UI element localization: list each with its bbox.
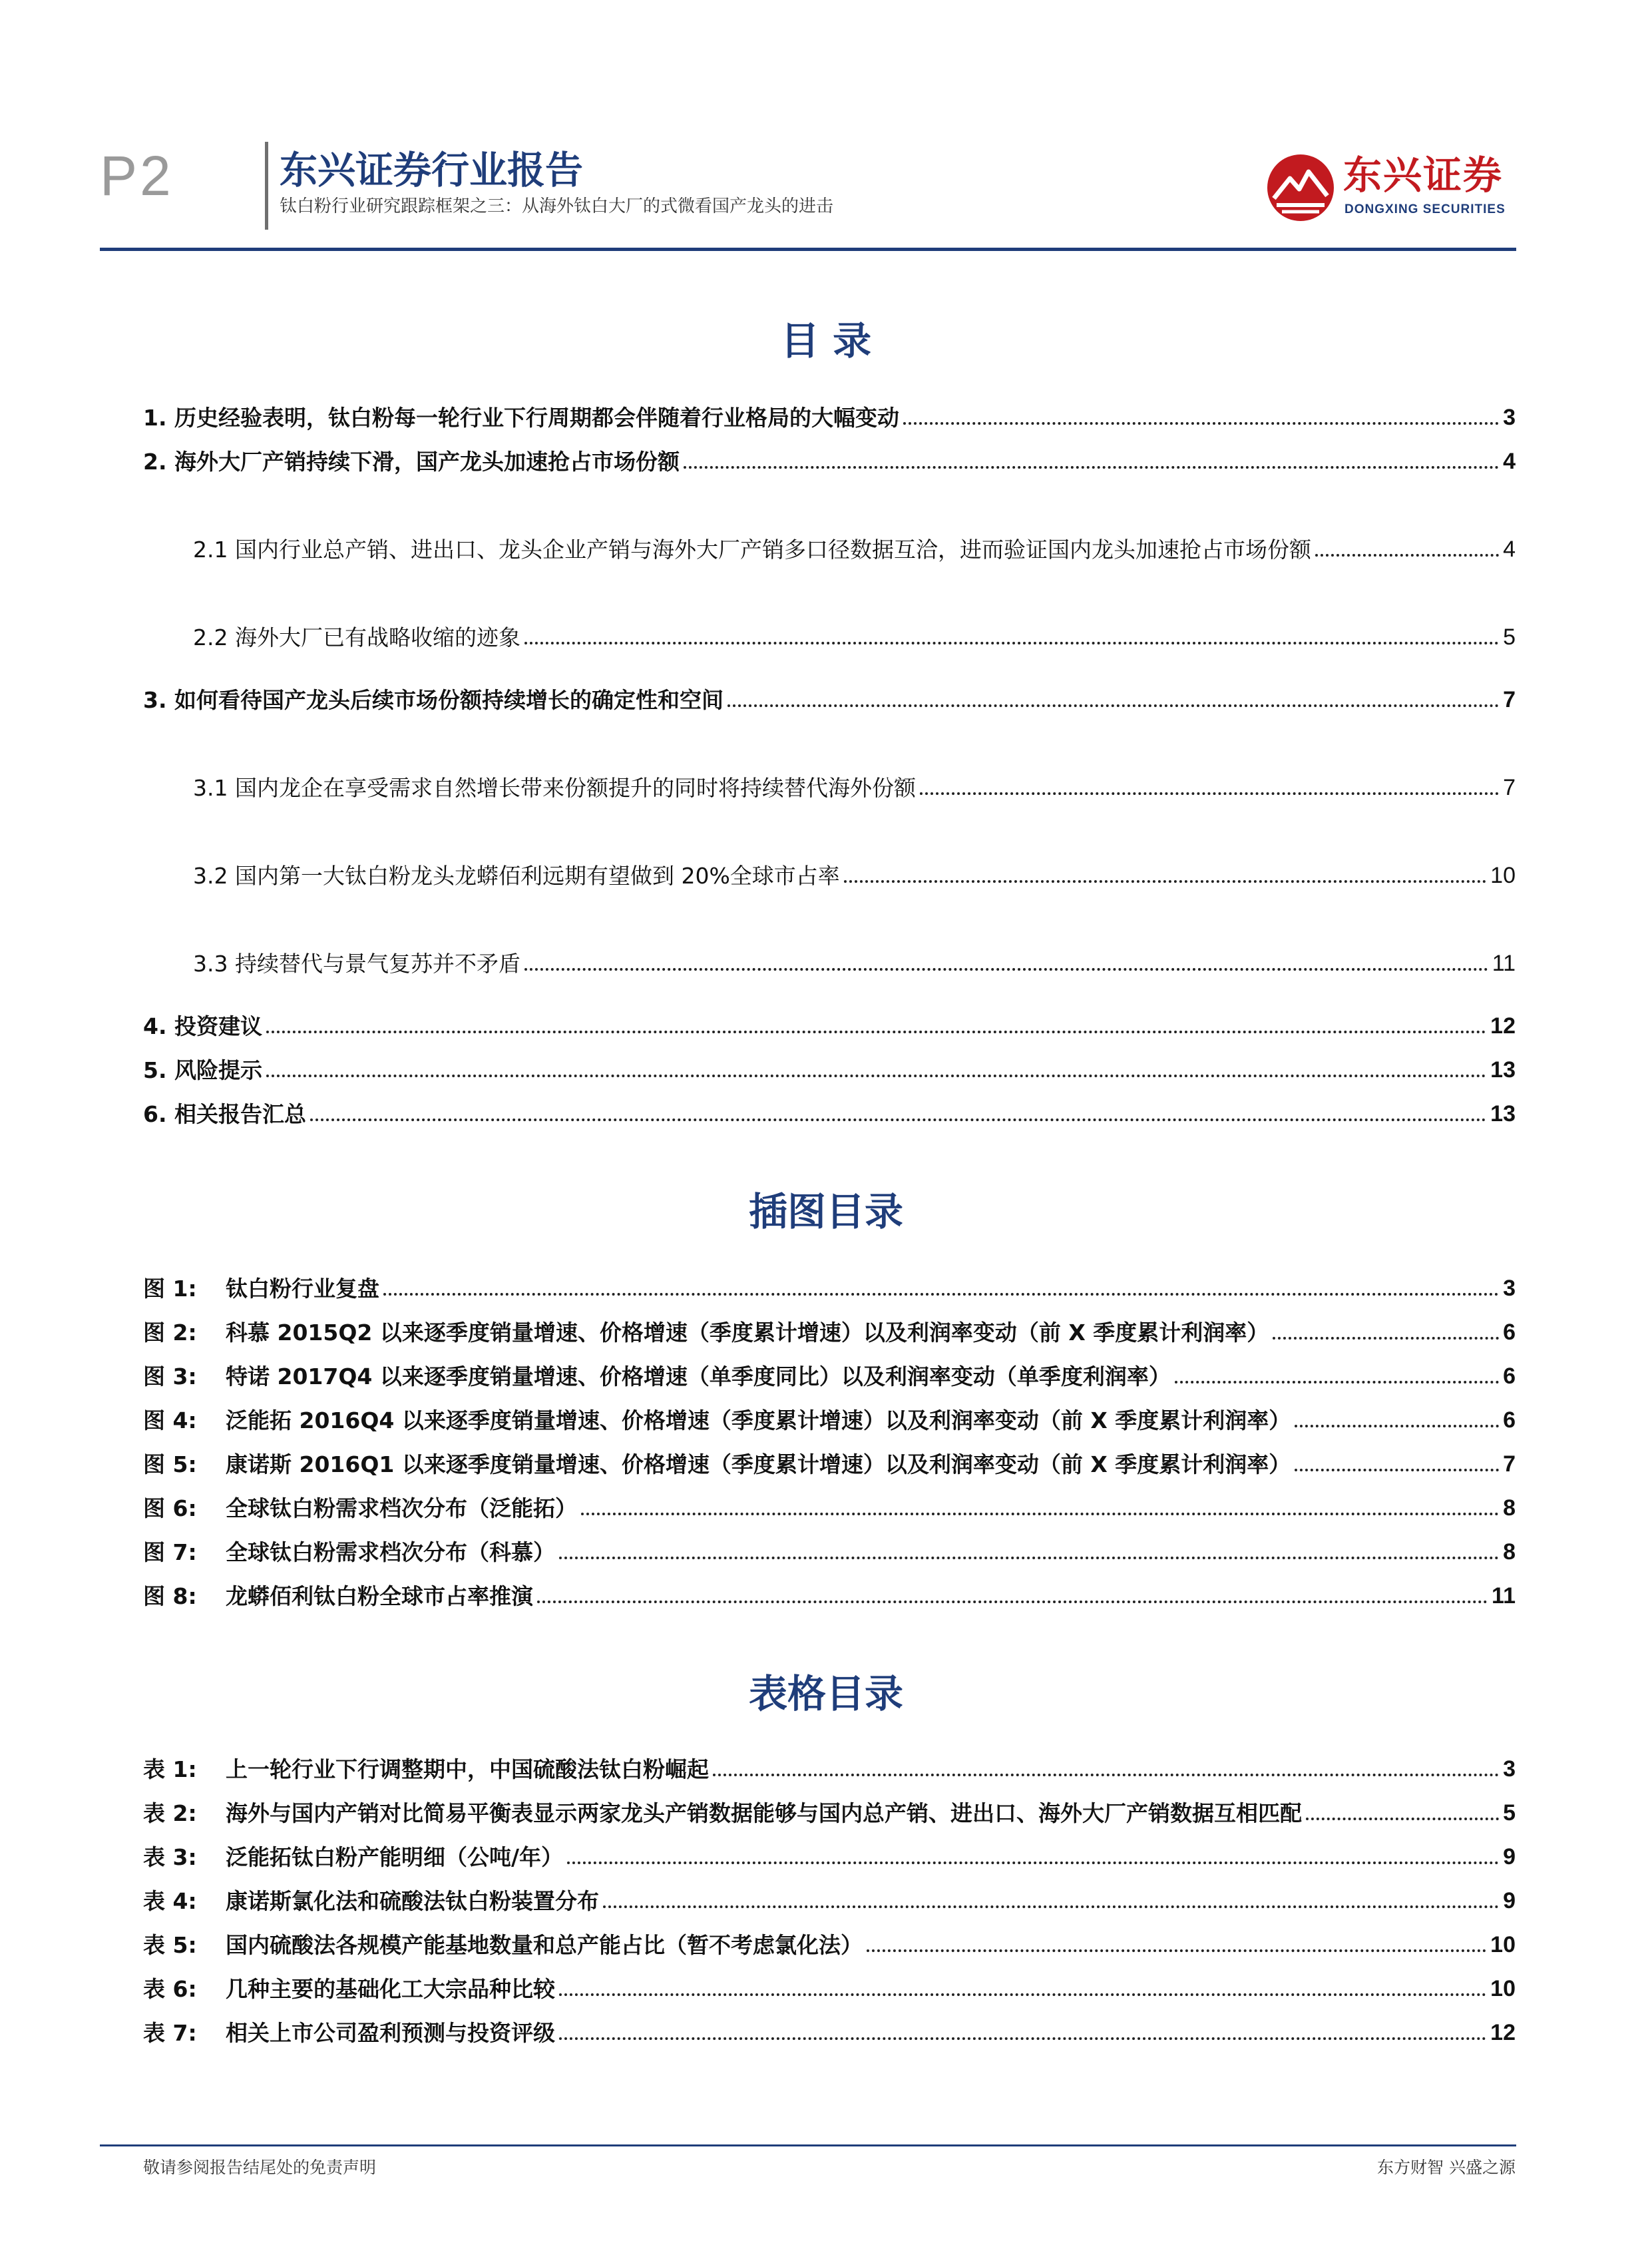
table-label: 表 1:: [143, 1756, 197, 1783]
figure-entry-page: 11: [1492, 1583, 1516, 1609]
toc-entry-text: 5. 风险提示: [143, 1057, 262, 1084]
dot-leader: [727, 704, 1499, 707]
figure-entry[interactable]: [143, 1527, 1516, 1566]
table-entry-page: 10: [1490, 1976, 1516, 2002]
toc-entry-text: 3. 如何看待国产龙头后续市场份额持续增长的确定性和空间: [143, 687, 723, 714]
table-label: 表 3:: [143, 1844, 197, 1871]
toc-entry-text: 4. 投资建议: [143, 1013, 262, 1040]
dot-leader: [524, 642, 1499, 644]
table-label: 表 5:: [143, 1932, 197, 1959]
toc-entry-text: 3.1 国内龙企在享受需求自然增长带来份额提升的同时将持续替代海外份额: [193, 775, 916, 802]
table-entry[interactable]: [143, 1744, 1516, 1783]
toc-entry-page: 4: [1503, 449, 1516, 475]
dot-leader: [581, 1513, 1499, 1515]
figure-label: 图 2:: [143, 1320, 197, 1346]
toc-entry-text: 2.2 海外大厂已有战略收缩的迹象: [193, 624, 520, 651]
figure-entry-page: 3: [1503, 1276, 1516, 1302]
logo-mark-icon: [1265, 152, 1337, 224]
toc-entry-text: 6. 相关报告汇总: [143, 1101, 306, 1128]
figure-list-title: 插图目录: [748, 1189, 903, 1234]
dot-leader: [266, 1031, 1486, 1033]
figure-label: 图 1:: [143, 1276, 197, 1302]
report-title: 东兴证券行业报告: [280, 148, 583, 192]
report-subtitle: 钛白粉行业研究跟踪框架之三：从海外钛白大厂的式微看国产龙头的进击: [280, 196, 834, 216]
figure-entry[interactable]: [143, 1395, 1516, 1434]
toc-entry-text: 2. 海外大厂产销持续下滑，国产龙头加速抢占市场份额: [143, 449, 680, 475]
figure-entry-page: 8: [1503, 1495, 1516, 1521]
dot-leader: [537, 1601, 1488, 1603]
toc-entry-page: 5: [1503, 624, 1516, 650]
table-entry-text: 国内硫酸法各规模产能基地数量和总产能占比（暂不考虑氯化法）: [226, 1932, 863, 1959]
table-entry[interactable]: [143, 2008, 1516, 2047]
table-entry-text: 相关上市公司盈利预测与投资评级: [226, 2020, 555, 2047]
figure-entry-page: 6: [1503, 1407, 1516, 1433]
dot-leader: [1306, 1818, 1499, 1820]
toc-entry[interactable]: [143, 1089, 1516, 1128]
toc-entry-page: 13: [1490, 1101, 1516, 1127]
toc-entry-page: 7: [1503, 775, 1516, 801]
toc-entry[interactable]: [143, 393, 1516, 431]
table-entry-page: 12: [1490, 2020, 1516, 2046]
table-label: 表 7:: [143, 2020, 197, 2047]
toc-entry[interactable]: [143, 437, 1516, 475]
table-entry-page: 3: [1503, 1756, 1516, 1782]
table-entry[interactable]: [143, 1876, 1516, 1915]
dot-leader: [844, 880, 1486, 883]
page-number: P2: [100, 144, 174, 207]
figure-label: 图 8:: [143, 1583, 197, 1610]
dot-leader: [567, 1862, 1499, 1864]
dot-leader: [266, 1075, 1486, 1077]
dot-leader: [559, 1993, 1486, 1996]
figure-entry[interactable]: [143, 1308, 1516, 1346]
logo-text-en: DONGXING SECURITIES: [1344, 202, 1506, 216]
toc-subentry[interactable]: [193, 939, 1516, 977]
table-entry-text: 几种主要的基础化工大宗品种比较: [226, 1976, 555, 2003]
figure-entry-page: 7: [1503, 1451, 1516, 1477]
company-logo: [1265, 152, 1524, 225]
toc-entry-page: 12: [1490, 1013, 1516, 1039]
table-entry[interactable]: [143, 1832, 1516, 1871]
table-entry[interactable]: [143, 1920, 1516, 1959]
table-entry-text: 泛能拓钛白粉产能明细（公吨/年）: [226, 1844, 564, 1871]
figure-entry-text: 全球钛白粉需求档次分布（科慕）: [226, 1539, 555, 1566]
figure-entry[interactable]: [143, 1264, 1516, 1302]
table-list-title: 表格目录: [748, 1671, 903, 1716]
toc-subentry[interactable]: [193, 763, 1516, 802]
figure-entry-page: 6: [1503, 1364, 1516, 1389]
footer-rule: [100, 2144, 1516, 2146]
figure-entry-page: 6: [1503, 1320, 1516, 1346]
toc-entry-text: 3.2 国内第一大钛白粉龙头龙蟒佰利远期有望做到 20%全球市占率: [193, 863, 840, 889]
table-label: 表 6:: [143, 1976, 197, 2003]
table-label: 表 4:: [143, 1888, 197, 1915]
toc-entry-text: 2.1 国内行业总产销、进出口、龙头企业产销与海外大厂产销多口径数据互洽，进而验证国内龙头加速抢占市场份额: [193, 537, 1311, 563]
figure-entry-page: 8: [1503, 1539, 1516, 1565]
toc-entry-page: 10: [1490, 863, 1516, 889]
toc-entry-text: 1. 历史经验表明，钛白粉每一轮行业下行周期都会伴随着行业格局的大幅变动: [143, 405, 899, 431]
toc-entry-page: 13: [1490, 1057, 1516, 1083]
figure-entry-text: 科慕 2015Q2 以来逐季度销量增速、价格增速（季度累计增速）以及利润率变动（前 X 季度累计利润率）: [226, 1320, 1269, 1346]
table-entry-page: 9: [1503, 1888, 1516, 1914]
table-entry-page: 5: [1503, 1800, 1516, 1826]
table-label: 表 2:: [143, 1800, 197, 1827]
dot-leader: [559, 1557, 1499, 1559]
footer-slogan: 东方财智 兴盛之源: [1377, 2158, 1516, 2177]
table-entry-text: 上一轮行业下行调整期中，中国硫酸法钛白粉崛起: [226, 1756, 709, 1783]
dot-leader: [310, 1119, 1486, 1121]
figure-label: 图 7:: [143, 1539, 197, 1566]
figure-label: 图 6:: [143, 1495, 197, 1522]
figure-entry-text: 龙蟒佰利钛白粉全球市占率推演: [226, 1583, 533, 1610]
toc-entry[interactable]: [143, 1001, 1516, 1040]
table-entry[interactable]: [143, 1788, 1516, 1827]
dot-leader: [920, 792, 1499, 795]
dot-leader: [713, 1774, 1499, 1776]
figure-label: 图 5:: [143, 1451, 197, 1478]
dot-leader: [684, 466, 1499, 469]
toc-entry[interactable]: [143, 675, 1516, 714]
figure-entry[interactable]: [143, 1439, 1516, 1478]
figure-label: 图 4:: [143, 1407, 197, 1434]
logo-text-cn: 东兴证券: [1343, 152, 1504, 198]
footer-disclaimer: 敬请参阅报告结尾处的免责声明: [143, 2158, 377, 2177]
toc-entry-page: 4: [1503, 537, 1516, 563]
toc-subentry[interactable]: [193, 851, 1516, 889]
dot-leader: [383, 1293, 1499, 1296]
toc-subentry[interactable]: [193, 525, 1516, 563]
header-divider: [265, 142, 268, 230]
figure-entry-text: 全球钛白粉需求档次分布（泛能拓）: [226, 1495, 577, 1522]
dot-leader: [559, 2037, 1486, 2040]
table-entry-page: 9: [1503, 1844, 1516, 1870]
figure-entry-text: 特诺 2017Q4 以来逐季度销量增速、价格增速（单季度同比）以及利润率变动（单季度利润率）: [226, 1364, 1171, 1390]
toc-entry-page: 7: [1503, 687, 1516, 713]
toc-entry-page: 3: [1503, 405, 1516, 431]
dot-leader: [1315, 554, 1499, 557]
figure-entry[interactable]: [143, 1352, 1516, 1390]
toc-subentry[interactable]: [193, 613, 1516, 651]
table-entry-text: 康诺斯氯化法和硫酸法钛白粉装置分布: [226, 1888, 599, 1915]
dot-leader: [603, 1905, 1499, 1908]
figure-label: 图 3:: [143, 1364, 197, 1390]
dot-leader: [524, 968, 1488, 971]
figure-entry-text: 康诺斯 2016Q1 以来逐季度销量增速、价格增速（季度累计增速）以及利润率变动（前 X 季度累计利润率）: [226, 1451, 1291, 1478]
dot-leader: [1273, 1337, 1499, 1340]
figure-entry[interactable]: [143, 1571, 1516, 1610]
dot-leader: [903, 422, 1499, 425]
figure-entry[interactable]: [143, 1483, 1516, 1522]
table-entry-page: 10: [1490, 1932, 1516, 1958]
dot-leader: [867, 1949, 1486, 1952]
toc-entry[interactable]: [143, 1045, 1516, 1084]
toc-entry-text: 3.3 持续替代与景气复苏并不矛盾: [193, 951, 520, 977]
toc-entry-page: 11: [1492, 951, 1516, 977]
figure-entry-text: 钛白粉行业复盘: [226, 1276, 379, 1302]
toc-title: 目 录: [780, 318, 872, 364]
dot-leader: [1175, 1381, 1499, 1383]
figure-entry-text: 泛能拓 2016Q4 以来逐季度销量增速、价格增速（季度累计增速）以及利润率变动（前 X 季度累计利润率）: [226, 1407, 1291, 1434]
table-entry[interactable]: [143, 1964, 1516, 2003]
page-header: [0, 0, 1652, 266]
header-rule: [100, 248, 1516, 251]
dot-leader: [1295, 1469, 1499, 1471]
table-entry-text: 海外与国内产销对比简易平衡表显示两家龙头产销数据能够与国内总产销、进出口、海外大厂产销数据互相匹配: [226, 1800, 1302, 1827]
dot-leader: [1295, 1425, 1499, 1427]
